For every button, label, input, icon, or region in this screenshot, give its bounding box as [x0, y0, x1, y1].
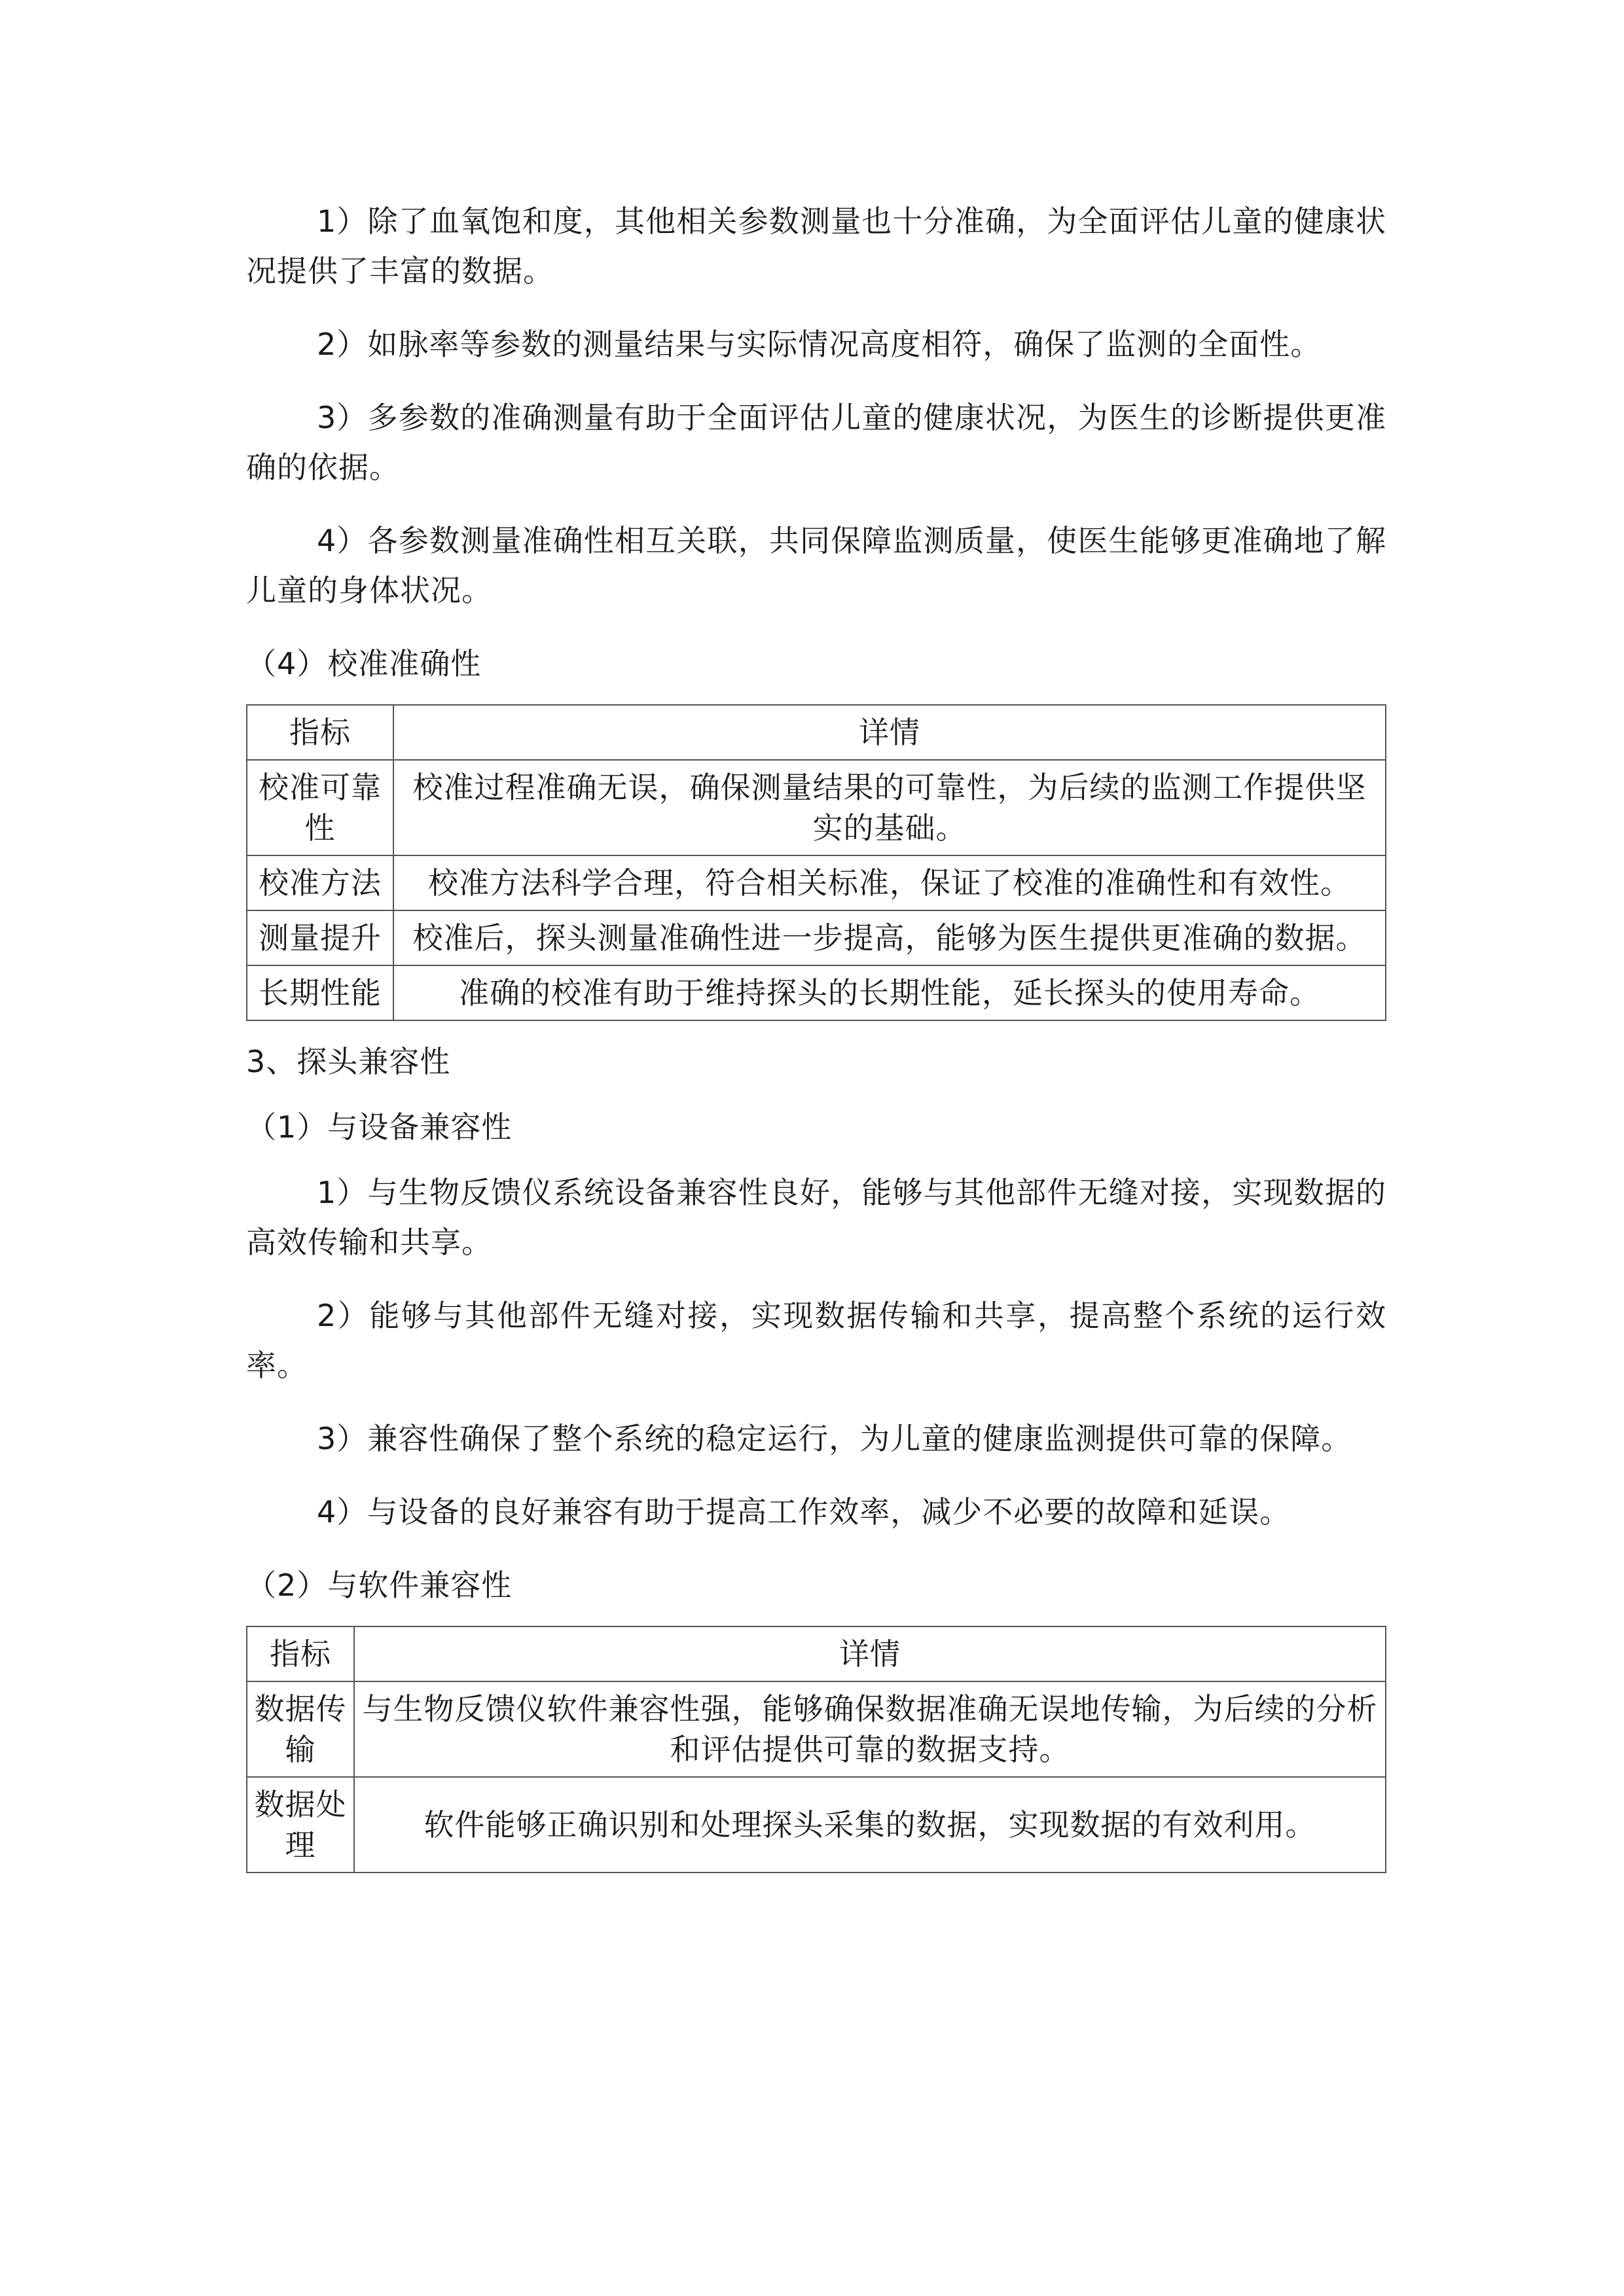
- table-row: [247, 760, 1386, 855]
- table-header-cell: 详情: [354, 1626, 1386, 1681]
- table-cell-detail: 校准过程准确无误，确保测量结果的可靠性，为后续的监测工作提供坚实的基础。: [393, 760, 1386, 855]
- table-cell-indicator: 数据处理: [247, 1777, 354, 1873]
- paragraph: 2）如脉率等参数的测量结果与实际情况高度相符，确保了监测的全面性。: [317, 327, 1322, 362]
- subsection-heading-calibration: （4）校准准确性: [246, 646, 482, 681]
- table-row: [247, 855, 1386, 910]
- table-cell-detail: 校准方法科学合理，符合相关标准，保证了校准的准确性和有效性。: [393, 855, 1386, 910]
- table-cell-indicator: 测量提升: [247, 910, 393, 965]
- table-row: [247, 965, 1386, 1020]
- table-cell-detail: 与生物反馈仪软件兼容性强，能够确保数据准确无误地传输，为后续的分析和评估提供可靠的数据支持。: [354, 1681, 1386, 1777]
- software-table: [246, 1626, 1386, 1873]
- paragraph: 4）与设备的良好兼容有助于提高工作效率，减少不必要的故障和延误。: [317, 1494, 1291, 1530]
- paragraph: 3）兼容性确保了整个系统的稳定运行，为儿童的健康监测提供可靠的保障。: [317, 1421, 1352, 1456]
- subsection-heading-software: （2）与软件兼容性: [246, 1568, 513, 1603]
- calibration-table: [246, 704, 1386, 1021]
- table-cell-detail: 准确的校准有助于维持探头的长期性能，延长探头的使用寿命。: [393, 965, 1386, 1020]
- paragraph: 3）多参数的准确测量有助于全面评估儿童的健康状况，为医生的诊断提供更准确的依据。: [246, 400, 1386, 485]
- table-cell-indicator: 校准方法: [247, 855, 393, 910]
- paragraph: 2）能够与其他部件无缝对接，实现数据传输和共享，提高整个系统的运行效率。: [246, 1298, 1386, 1383]
- table-cell-indicator: 长期性能: [247, 965, 393, 1020]
- section-heading-probe-compatibility: 3、探头兼容性: [246, 1044, 451, 1079]
- table-header-cell: 详情: [393, 705, 1386, 760]
- table-header-cell: 指标: [247, 705, 393, 760]
- table-cell-detail: 软件能够正确识别和处理探头采集的数据，实现数据的有效利用。: [354, 1777, 1386, 1873]
- table-row: [247, 1681, 1386, 1777]
- table-cell-indicator: 校准可靠性: [247, 760, 393, 855]
- document-page: [246, 196, 1386, 1889]
- paragraph: 4）各参数测量准确性相互关联，共同保障监测质量，使医生能够更准确地了解儿童的身体状况。: [246, 523, 1386, 608]
- paragraph: 1）除了血氧饱和度，其他相关参数测量也十分准确，为全面评估儿童的健康状况提供了丰富的数据。: [246, 204, 1386, 289]
- table-row: [247, 910, 1386, 965]
- paragraph: 1）与生物反馈仪系统设备兼容性良好，能够与其他部件无缝对接，实现数据的高效传输和共享。: [246, 1175, 1386, 1260]
- table-header-cell: 指标: [247, 1626, 354, 1681]
- table-row: [247, 1777, 1386, 1873]
- table-cell-indicator: 数据传输: [247, 1681, 354, 1777]
- subsection-heading-device: （1）与设备兼容性: [246, 1109, 513, 1145]
- table-cell-detail: 校准后，探头测量准确性进一步提高，能够为医生提供更准确的数据。: [393, 910, 1386, 965]
- table-header-row: [247, 705, 1386, 760]
- table-header-row: [247, 1626, 1386, 1681]
